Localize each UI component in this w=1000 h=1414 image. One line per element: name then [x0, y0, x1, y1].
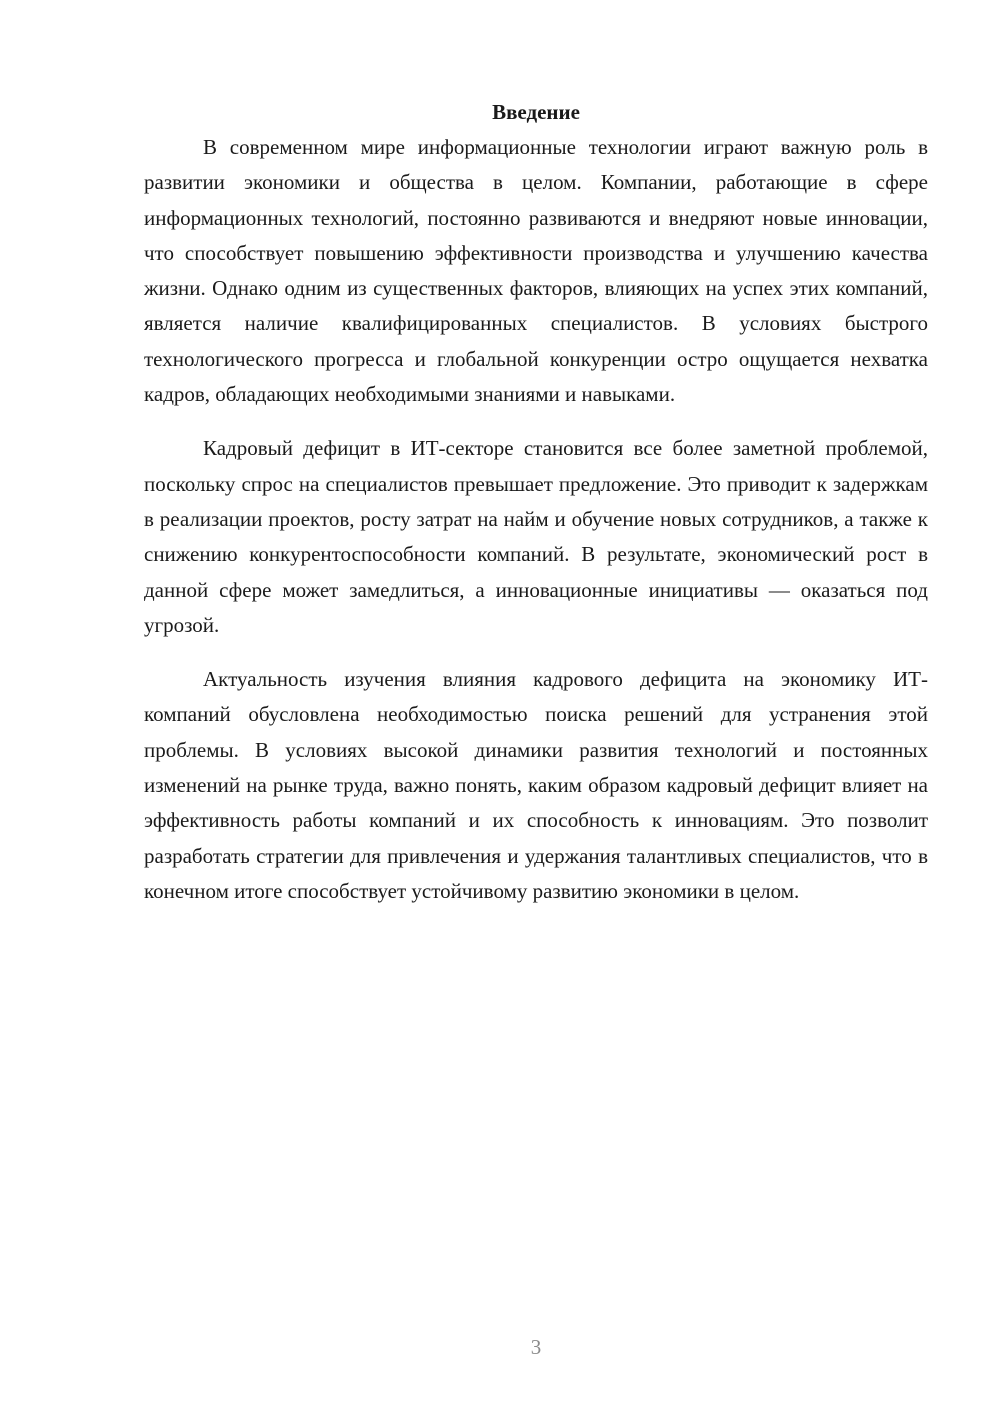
page-number: 3: [530, 1335, 542, 1359]
paragraph-1: В современном мире информационные технологии играют важную роль в развитии экономики и общества в целом. Компании, работающие в сфере информационных технологий, постоянно развиваются и внедряют новые инновации, что способствует повышению эффективности производства и улучшению качества жизни. Однако одним из существенных факторов, влияющих на успех этих компаний, является наличие квалифицированных специалистов. В условиях быстрого технологического прогресса и глобальной конкуренции остро ощущается нехватка кадров, обладающих необходимыми знаниями и навыками.: [144, 135, 928, 407]
page-content: [144, 95, 928, 909]
paragraph-2: Кадровый дефицит в ИТ-секторе становится все более заметной проблемой, поскольку спрос на специалистов превышает предложение. Это приводит к задержкам в реализации проектов, росту затрат на найм и обучение новых сотрудников, а также к снижению конкурентоспособности компаний. В результате, экономический рост в данной сфере может замедлиться, а инновационные инициативы — оказаться под угрозой.: [144, 436, 928, 637]
paragraph-3: Актуальность изучения влияния кадрового дефицита на экономику ИТ-компаний обусловлена необходимостью поиска решений для устранения этой проблемы. В условиях высокой динамики развития технологий и постоянных изменений на рынке труда, важно понять, каким образом кадровый дефицит влияет на эффективность работы компаний и их способность к инновациям. Это позволит разработать стратегии для привлечения и удержания талантливых специалистов, что в конечном итоге способствует устойчивому развитию экономики в целом.: [144, 667, 928, 903]
section-title: Введение: [492, 100, 580, 124]
